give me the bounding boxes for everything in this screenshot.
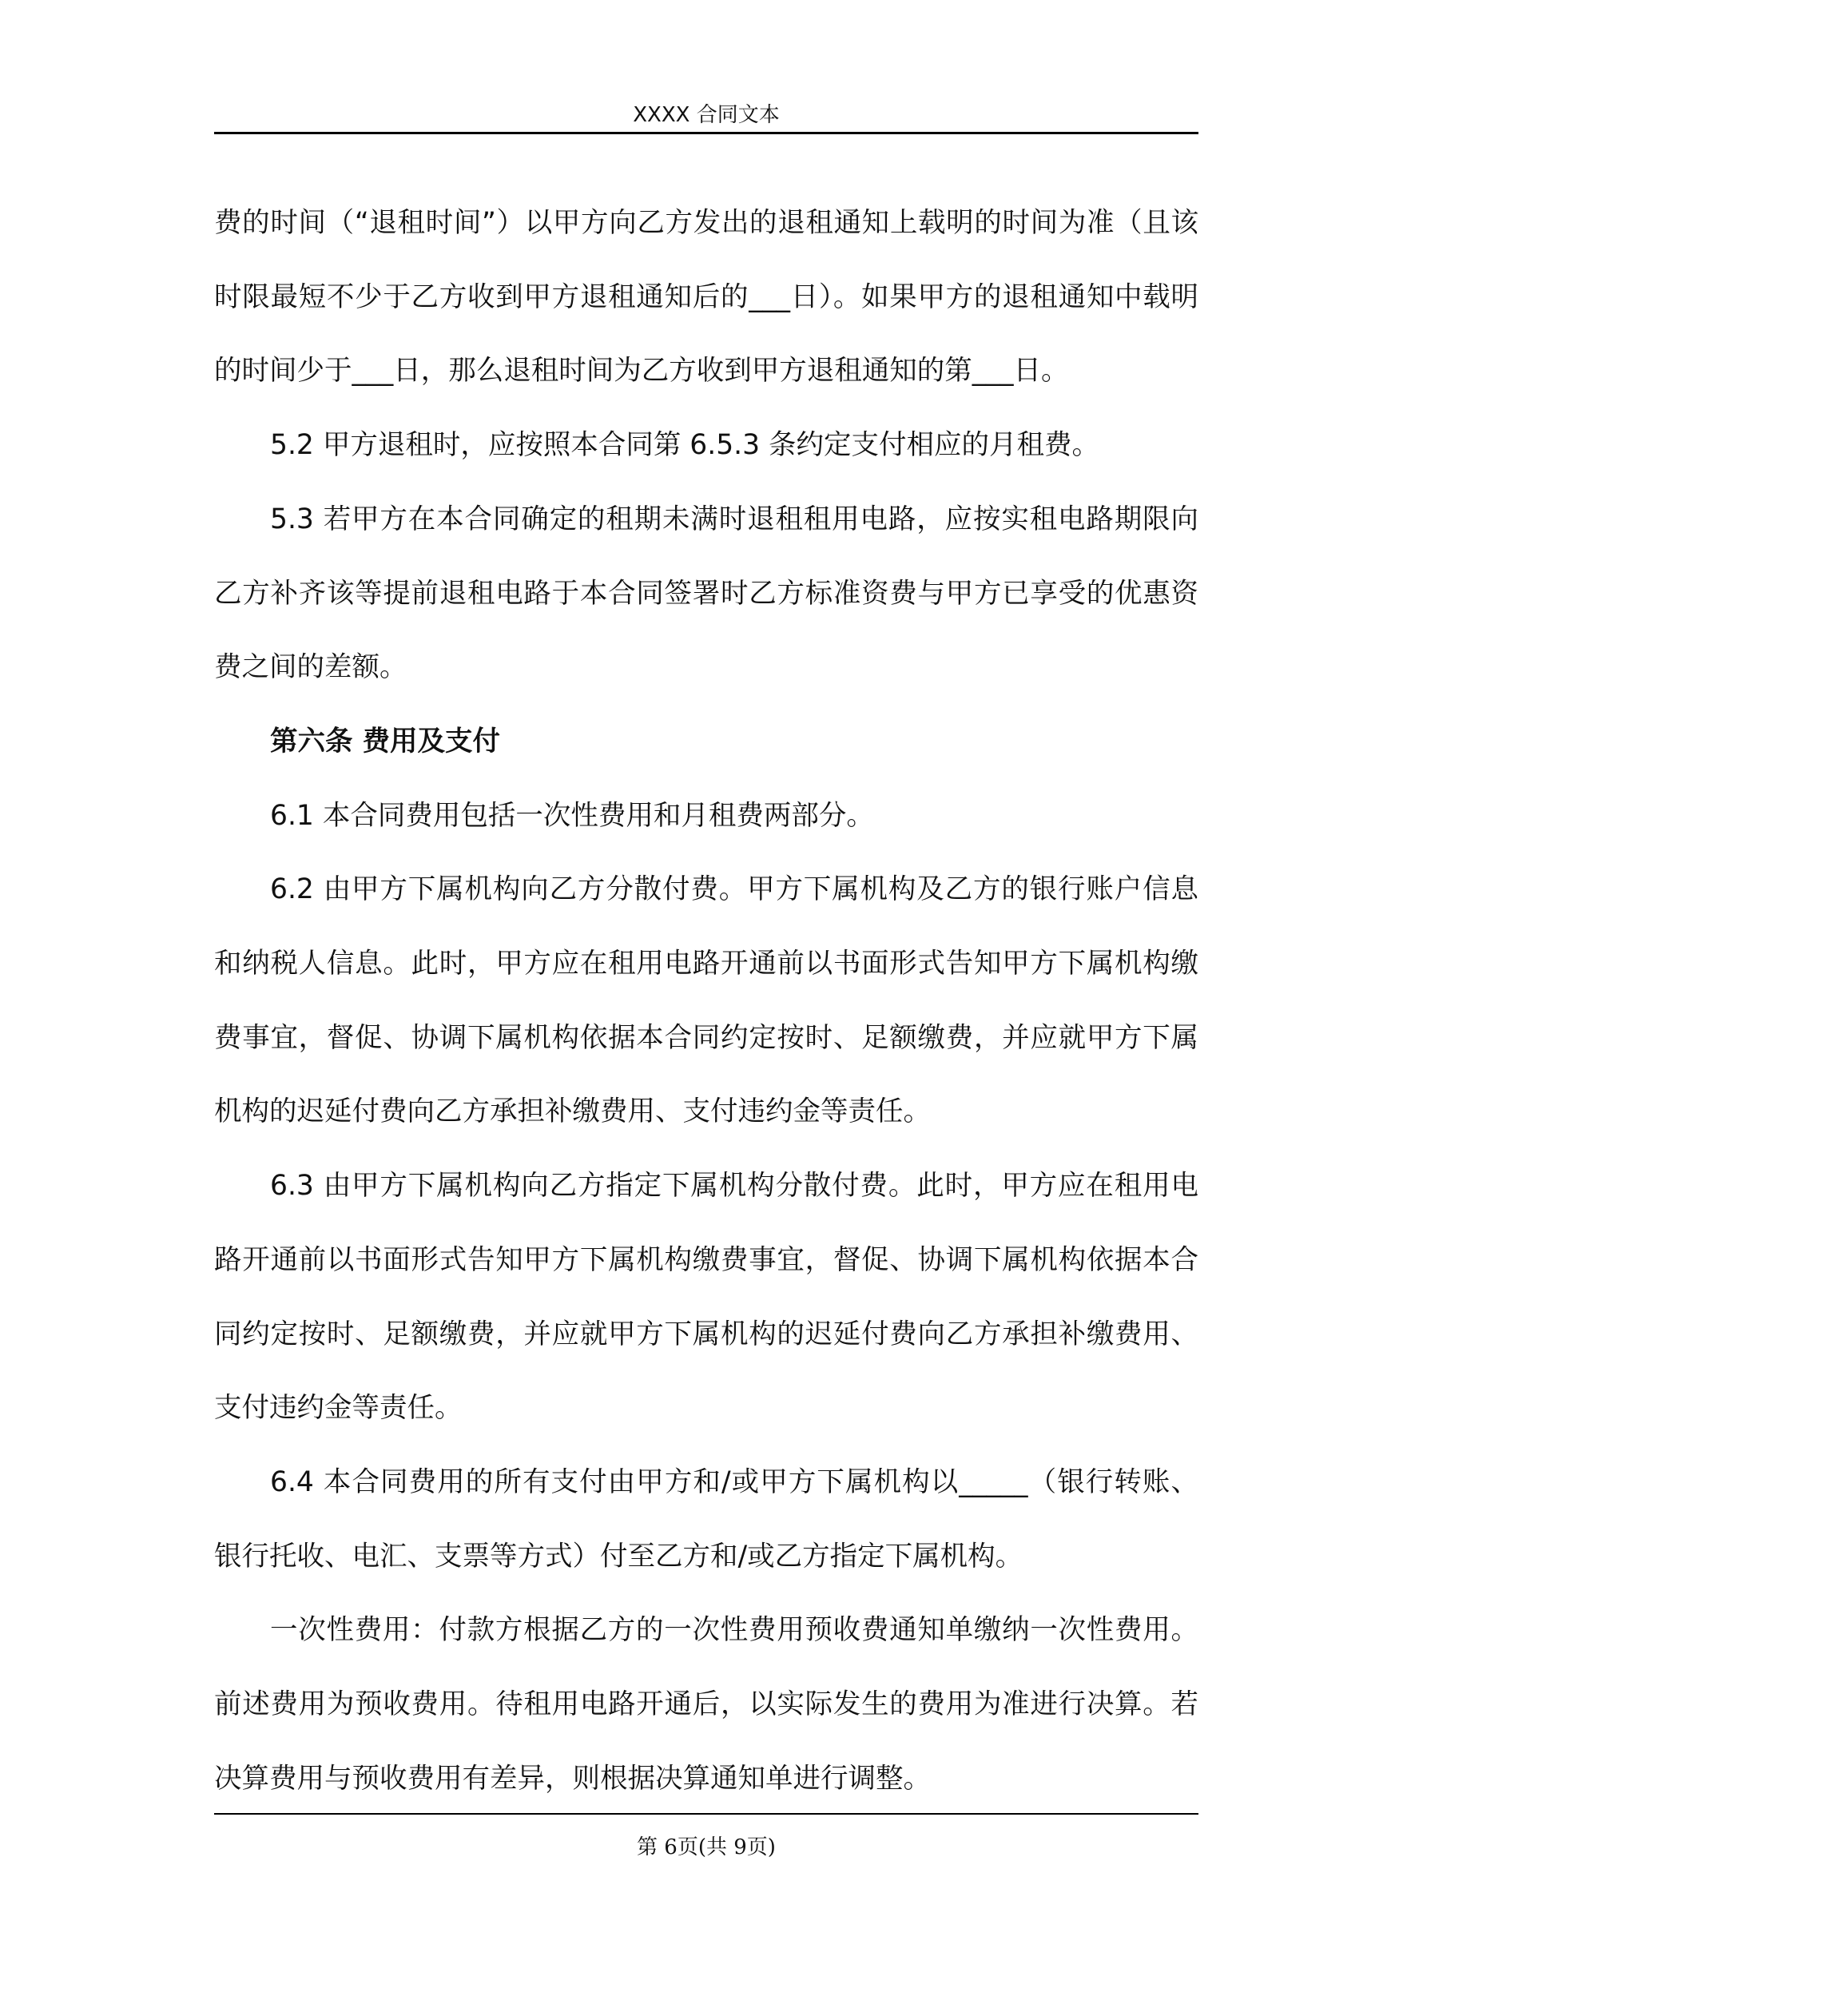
- header-divider: [214, 132, 1198, 134]
- clause-6-2: 6.2 由甲方下属机构向乙方分散付费。甲方下属机构及乙方的银行账户信息和纳税人信息。此时，甲方应在租用电路开通前以书面形式告知甲方下属机构缴费事宜，督促、协调下属机构依据本合同约定按时、足额缴费，并应就甲方下属机构的迟延付费向乙方承担补缴费用、支付违约金等责任。: [214, 873, 1198, 1128]
- clause-6-3: 6.3 由甲方下属机构向乙方指定下属机构分散付费。此时，甲方应在租用电路开通前以书面形式告知甲方下属机构缴费事宜，督促、协调下属机构依据本合同约定按时、足额缴费，并应就甲方下属机构的迟延付费向乙方承担补缴费用、支付违约金等责任。: [214, 1170, 1198, 1425]
- article-6-heading: 第六条 费用及支付: [270, 725, 501, 757]
- clause-5-3: 5.3 若甲方在本合同确定的租期未满时退租租用电路，应按实租电路期限向乙方补齐该等提前退租电路于本合同签署时乙方标准资费与甲方已享受的优惠资费之间的差额。: [214, 503, 1198, 684]
- page-number: 第 6页(共 9页): [637, 1835, 776, 1859]
- clause-5-2: 5.2 甲方退租时，应按照本合同第 6.5.3 条约定支付相应的月租费。: [270, 429, 1100, 462]
- one-time-fee-paragraph: 一次性费用：付款方根据乙方的一次性费用预收费通知单缴纳一次性费用。前述费用为预收费用。待租用电路开通后，以实际发生的费用为准进行决算。若决算费用与预收费用有差异，则根据决算通知单进行调整。: [214, 1614, 1198, 1795]
- page-header-title: XXXX 合同文本: [633, 103, 780, 127]
- paragraph-continuation: 费的时间（“退租时间”）以甲方向乙方发出的退租通知上载明的时间为准（且该时限最短不少于乙方收到甲方退租通知后的___日）。如果甲方的退租通知中载明的时间少于___日，那么退租时间为乙方收到甲方退租通知的第___日。: [214, 207, 1198, 388]
- footer-divider: [214, 1813, 1198, 1815]
- clause-6-1: 6.1 本合同费用包括一次性费用和月租费两部分。: [270, 799, 874, 832]
- document-body: [214, 186, 1198, 1815]
- clause-6-4: 6.4 本合同费用的所有支付由甲方和/或甲方下属机构以_____（银行转账、银行托收、电汇、支票等方式）付至乙方和/或乙方指定下属机构。: [214, 1465, 1198, 1573]
